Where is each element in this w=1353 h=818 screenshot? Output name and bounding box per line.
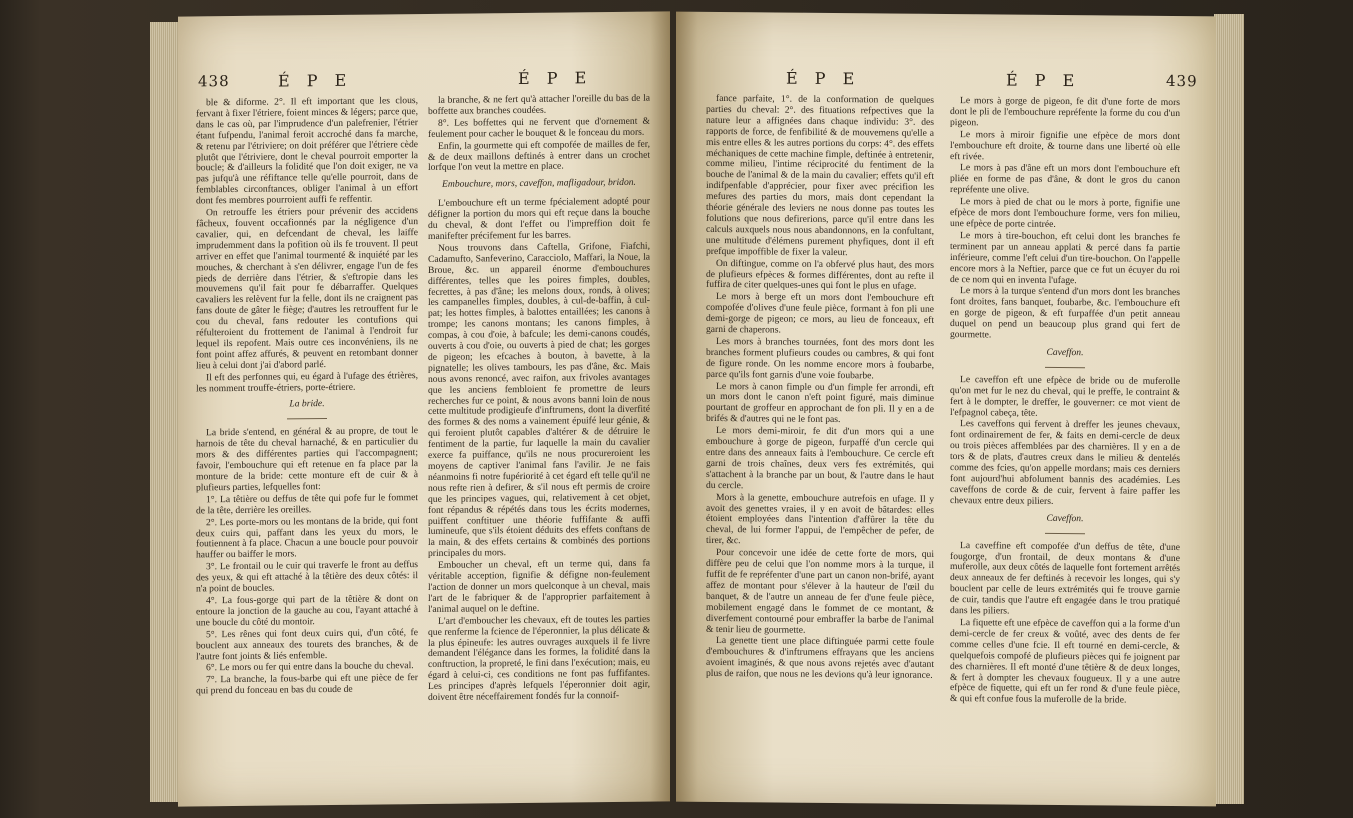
- paragraph: L'art d'emboucher les chevaux, eft de toutes les parties que renferme la fcience de l'éperonnier, la plus délicate & la plus épineufe: les autres ouvrages auxquels il fe livre demandent l'élégance dans les formes, la folidité dans la conftruction, la propreté, le fini dans l'exécution; mais, eu égard à celui-ci, ces conditions ne font pas fuffifantes. Les principes d'après lefquels l'éperonnier doit agir, doivent être néceffairement fondés fur la connoif-: [428, 613, 650, 703]
- paragraph: Le mors à gorge de pigeon, fe dit d'une forte de mors dont le pli de l'embouchure repréfente la forme du cou d'un pigeon.: [950, 95, 1180, 129]
- paragraph: Le mors à pas d'âne eft un mors dont l'embouchure eft pliée en forme de pas d'âne, & dont le gros du canon repréfente une olive.: [950, 162, 1180, 196]
- paragraph: Emboucher un cheval, eft un terme qui, dans fa véritable acception, fignifie & défigne non-feulement l'action de donner un mors quelconque à un cheval, mais l'art de le fabriquer & de l'approprier parfaitement à l'animal auquel on le deftine.: [428, 557, 650, 615]
- paragraph: Nous trouvons dans Caftella, Grifone, Fiafchi, Cadamufto, Sanfeverino, Caracciolo, Maffari, la Noue, la Broue, &c. un appareil énorme d'embouchures différentes, telles que les poires fimples, doubles, fecrettes, à pas d'âne; les melons doux, ronds, à olives; les campanelles fimples, doubles, à cul-de-baffin, à cul-pat; les hottes fimples, à balottes entaillées; les canons à trompe; les canons montans; les canons fimples, à compas, à cou d'oie, à bafcule; les demi-canons coudés, ouverts à cou d'oie, ou ouverts à pied de chat; les gorges de pigeon; les efcaches à bouton, à bavette, à la pignatelle; les olives tambours, les pas d'âne, &c. Mais nous avons renoncé, avec raifon, aux frivoles avantages que les anciens fembloient fe promettre de leurs recherches fur ce point, & nous avons banni loin de nous cette multitude prodigieufe d'inftrumens, dont la diverfité des formes & des noms a vainement épuifé leur génie, & qui feroient plutôt capables d'altérer & de détruire le fentiment de la partie, fur laquelle la main du cavalier exerce fa puiffance, qu'ils ne nous procureroient les moyens de captiver l'animal fans l'avilir. Je ne fais néanmoins fi notre fupériorité à cet égard eft telle qu'il ne nous refte rien à defirer, & s'il nous eft permis de croire que les principes vagues, qui, relativement à cet objet, font répandus & répétés dans tous les écrits modernes, puiffent conftituer une théorie fuffifante & auffi lumineufe, que s'ils étoient déduits des effets conftans de la main, & des effets certains & combinés des portions principales du mors.: [428, 240, 650, 560]
- section-rule: [287, 418, 327, 419]
- paragraph: 8°. Les boffettes qui ne fervent que d'ornement & feulement pour cacher le bouquet & le fonceau du mors.: [428, 115, 650, 140]
- section-heading: Caveffon.: [1046, 512, 1084, 524]
- running-header-left: É P E: [278, 70, 353, 91]
- section-rule: [1045, 367, 1085, 368]
- paragraph: 7°. La branche, la fous-barbe qui eft une pièce de fer qui prend du fonceau en bas du coude de: [196, 672, 418, 697]
- paragraph: 1°. La têtière ou deffus de tête qui pofe fur le fommet de la tête, derrière les oreilles.: [196, 491, 418, 517]
- page-edges-right: [1214, 14, 1244, 804]
- section-heading: Embouchure, mors, caveffon, mafligadour, bridon.: [442, 177, 636, 191]
- paragraph: La fiquette eft une efpèce de caveffon qui a la forme d'un demi-cercle de fer creux & voûté, avec des dents de fer comme celles d'une fcie. Il eft tourné en demi-cercle, & quelquefois compofé de plufieurs pièces qui fe joignent par des charnières. Il eft monté d'une têtière & de deux longes, & fert à dompter les chevaux fougueux. Il y a une autre efpèce de fiquette, qui eft un fer rond & d'une feule pièce, & qui eft confue fous la muferolle de la bride.: [950, 617, 1180, 706]
- paragraph: 4°. La fous-gorge qui part de la têtière & dont on entoure la jonction de la gauche au cou, l'ayant attaché à une boucle du côté du montoir.: [196, 593, 418, 629]
- running-header-left: É P E: [786, 68, 861, 89]
- paragraph: La bride s'entend, en général & au propre, de tout le harnois de tête du cheval harnaché, & en particulier du mors & des différentes parties qui l'accompagnent; favoir, l'embouchure qui eft retenue en fa place par la monture de la bride: cette monture eft de cuir & à plufieurs parties, lefquelles font:: [196, 425, 418, 494]
- paragraph: 3°. Le frontail ou le cuir qui traverfe le front au deffus des yeux, & qui eft attaché à la têtière des deux côtés: il n'a point de boucles.: [196, 559, 418, 595]
- left-page: [178, 11, 670, 806]
- left-column-2: [428, 94, 650, 705]
- paragraph: la branche, & ne fert qu'à attacher l'oreille du bas de la boffette aux branches coudées.: [428, 92, 650, 117]
- running-header-center: É P E: [518, 68, 593, 89]
- paragraph: Le mors à canon fimple ou d'un fimple fer arrondi, eft un mors dont le canon n'eft point figuré, mais diminue pourtant de groffeur en approchant de fon pli. Il y en a de brifés & d'autres qui ne le font pas.: [706, 380, 934, 426]
- paragraph: ble & diforme. 2°. Il eft important que les clous, fervant à fixer l'étriere, foient minces & légers; parce que, dans le cas où, par l'imprudence d'un palefrenier, l'étrier étant fufpendu, l'animal feroit accroché dans fa marche, & retenu par l'étriviere; on doit préférer que l'étriere cède plutôt que l'étriviere, dont le cheval pourroit emporter la boucle; & d'ailleurs la folidité que l'on doit exiger, ne va pas jufqu'à une réfiftance telle qu'elle pourroit, dans de femblables circonftances, obliger l'animal à un effort dont fes membres pourroient auffi fe reffentir.: [196, 95, 419, 207]
- paragraph: On retrouffe les étriers pour prévenir des accidens fâcheux, fouvent occafionnés par la négligence d'un cavalier, qui, en defcendant de cheval, les laiffe imprudemment dans la pofition où ils fe trouvent. Il peut arriver en effet que l'animal tourmenté & inquiété par les mouches, & cherchant à s'en délivrer, engage l'un de fes pieds de derrière dans l'étrier, & s'eftropie dans les mouvemens qu'il fait pour fe débarraffer. Quelques cavaliers les relèvent fur la felle, dont ils ne craignent pas fans doute de gâter le fiège; d'autres les retrouffent fur le cou du cheval, fans redouter les contufions qui réfulteroient du frottement de l'animal à l'endroit fur lequel ils repofent. Mais outre ces inconvéniens, ils ne font point affez affurés, & peuvent en retombant donner lieu à celui dont j'ai d'abord parlé.: [196, 205, 418, 372]
- right-column-2: [950, 96, 1180, 708]
- paragraph: Le mors à la turque s'entend d'un mors dont les branches font droites, fans banquet, foubarbe, &c. l'embouchure eft en gorge de pigeon, & eft furpaffée d'un petit anneau duquel on pend un beaucoup plus grand qui fert de gourmette.: [950, 285, 1180, 341]
- right-page: [676, 12, 1216, 807]
- paragraph: L'embouchure eft un terme fpécialement adopté pour défigner la portion du mors qui eft reçue dans la bouche du cheval, & dont l'effet ou l'impreffion doit fe manifefter précifement fur les barres.: [428, 195, 650, 242]
- paragraph: Pour concevoir une idée de cette forte de mors, qui diffère peu de celui que l'on nomme mors à la turque, il fuffit de fe repréfenter d'une part un canon non-brifé, ayant affez de montant pour s'élever à la hauteur de l'œil du banquet, & de l'autre un anneau de fer d'une feule pièce, mobilement engagé dans le fommet de ce montant, & diverfement contourné pour embraffer la barbe de l'animal & tenir lieu de gourmette.: [706, 547, 934, 636]
- paragraph: Le caveffon eft une efpèce de bride ou de muferolle qu'on met fur le nez du cheval, qui le preffe, le contraint & fert à le dompter, le dreffer, le gouverner: ce mot vient de l'efpagnol cabeça, tête.: [950, 373, 1180, 419]
- paragraph: 2°. Les porte-mors ou les montans de la bride, qui font deux cuirs qui, paffant dans les yeux du mors, le foutiennent à fa place. Chacun a une boucle pour pouvoir hauffer ou baiffer le mors.: [196, 514, 418, 561]
- paragraph: Le mors à miroir fignifie une efpèce de mors dont l'embouchure eft droite, & tourne dans une liberté où elle eft rivée.: [950, 128, 1180, 162]
- section-rule: [1045, 532, 1085, 533]
- paragraph: Le mors à tire-bouchon, eft celui dont les branches fe terminent par un anneau applati & percé dans fa partie inférieure, comme l'eft celui d'un tire-bouchon. On l'appelle encore mors à la Neftier, parce que ce fut un écuyer du roi de ce nom qui en inventa l'ufage.: [950, 229, 1180, 286]
- paragraph: Les caveffons qui fervent à dreffer les jeunes chevaux, font ordinairement de fer, & faits en demi-cercle de deux ou trois pièces affemblées par des charnières. Il y en a de tors & de plats, d'autres creux dans le milieu & dentelés comme des fcies, qu'on appelle mordans; mais ces derniers font aujourd'hui abfolument bannis des académies. Les caveffons de corde & de cuir, fervent à faire paffer les chevaux entre deux piliers.: [950, 418, 1180, 507]
- paragraph: Le mors à berge eft un mors dont l'embouchure eft compofée d'olives d'une feule pièce, formant à fon pli une demi-gorge de pigeon; ce mors, au lieu de fonceaux, eft garni de chaperons.: [706, 291, 934, 336]
- paragraph: fance parfaite, 1°. de la conformation de quelques parties du cheval: 2°. des fituations refpectives que la nature leur a affignées dans chaque individu: 3°. des rapports de force, de fenfibilité & de mouvemens qu'elle a mis entre elles & les autres portions du corps: 4°. des effets méchaniques de cette machine fimple, deftinée à entretenir, comme milieu, l'intime réciprocité du fentiment de la bouche de l'animal & de la main du cavalier; effets qu'il eft indifpenfable d'apprécier, pour fixer avec précifion les mefures des parties du mors, mais dont cependant la théorie générale des leviers ne nous donne pas toutes les folutions que nous defirerions, parce qu'il entre dans les calculs auxquels nous nous abandonnons, en la confultant, une multitude d'élémens purement phyfiques, dont il eft prefque impoffible de fixer la valeur.: [706, 92, 934, 258]
- paragraph: Le mors demi-miroir, fe dit d'un mors qui a une embouchure à gorge de pigeon, furpaffé d'un cercle qui entre dans des anneaux faits à l'embouchure. Ce cercle eft garni de trois chaînes, deux vers fes extrémités, qui s'attachent à la branche par un bout, & l'autre dans le haut du cercle.: [706, 425, 934, 491]
- page-number: 439: [1166, 71, 1198, 91]
- running-header-right: É P E: [1006, 70, 1081, 91]
- section-heading: Caveffon.: [1046, 346, 1084, 359]
- right-column-1: [706, 94, 934, 683]
- left-column-1: [196, 96, 418, 698]
- section-heading: La bride.: [289, 398, 325, 410]
- paragraph: Le mors à pied de chat ou le mors à porte, fignifie une efpèce de mors dont l'embouchure forme, vers fon milieu, une efpèce de porte cintrée.: [950, 196, 1180, 230]
- page-number: 438: [198, 72, 230, 91]
- paragraph: Mors à la genette, embouchure autrefois en ufage. Il y avoit des genettes vraies, il y en avoit de bâtardes: elles étoient employées dans l'intention d'affûrer la tête du cheval, de lui former l'appui, de l'empêcher de pefer, de tirer, &c.: [706, 491, 934, 547]
- paragraph: Il eft des perfonnes qui, eu égard à l'ufage des étrières, les nomment trouffe-étriers, porte-étriere.: [196, 369, 418, 394]
- paragraph: La caveffine eft compofée d'un deffus de tête, d'une fougorge, d'un frontail, de deux montans & d'une muferolle, aux deux côtés de laquelle font fortement arrêtés deux anneaux de fer deftinés à recevoir les longes, qui s'y bouclent par celle de leurs extrémités qui fe trouve garnie de cuir, tandis que l'autre eft engagée dans le trou pratiqué dans les piliers.: [950, 539, 1180, 617]
- paragraph: La genette tient une place diftinguée parmi cette foule d'embouchures & d'inftrumens effrayans que les anciens avoient imaginés, & que nous avons rejetés avec d'autant plus de raifon, que nous ne les devions qu'à leur ignorance.: [706, 635, 934, 682]
- paragraph: 6°. Le mors ou fer qui entre dans la bouche du cheval.: [206, 660, 414, 674]
- paragraph: Enfin, la gourmette qui eft compofée de mailles de fer, & de deux maillons deftinés à entrer dans un crochet lorfque l'on veut la mettre en place.: [428, 138, 650, 174]
- page-edges-left: [150, 22, 180, 802]
- paragraph: Les mors à branches tournées, font des mors dont les branches forment plufieurs coudes ou cambres, & qui font de figure ronde. On les nomme encore mors à foubarbe, parce qu'ils font garnis d'une voie foubarbe.: [706, 335, 934, 382]
- paragraph: 5°. Les rênes qui font deux cuirs qui, d'un côté, fe bouclent aux anneaux des tourets des branches, & de l'autre font joints & liés enfemble.: [196, 626, 418, 662]
- paragraph: On diftingue, comme on l'a obfervé plus haut, des mors de plufieurs efpèces & formes différentes, dont au refte il fuffira de citer quelques-unes qui font le plus en ufage.: [706, 257, 934, 293]
